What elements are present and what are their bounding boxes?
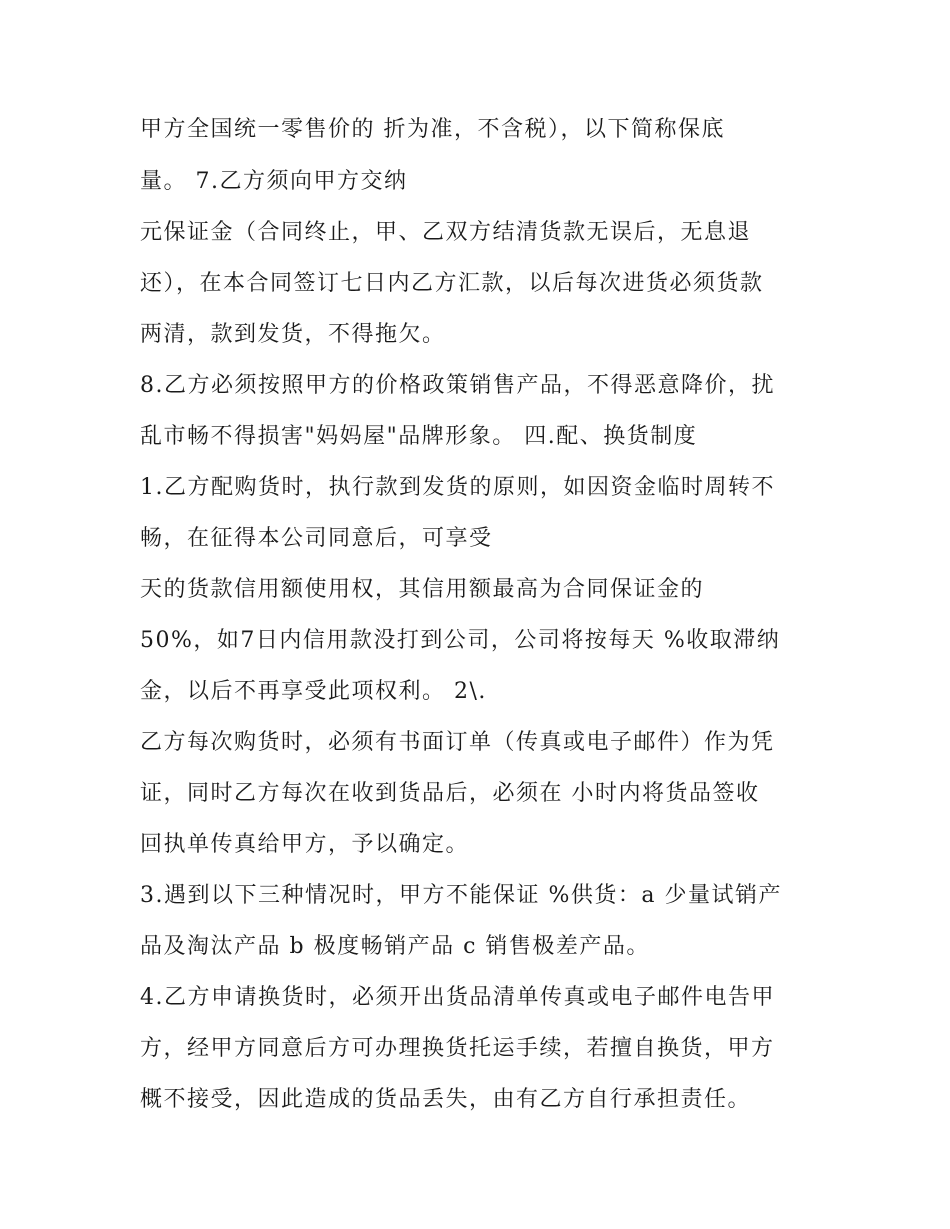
text-line: 回执单传真给甲方，予以确定。 (140, 832, 470, 857)
text-line: 方，经甲方同意后方可办理换货托运手续，若擅自换货，甲方 (140, 1036, 775, 1061)
text-line: 3.遇到以下三种情况时，甲方不能保证 %供货：a 少量试销产 (140, 883, 782, 908)
text-line: 量。 7.乙方须向甲方交纳 (140, 169, 408, 194)
text-line: 金，以后不再享受此项权利。 2\. (140, 679, 487, 704)
text-line: 甲方全国统一零售价的 折为准，不含税），以下简称保底 (140, 117, 725, 142)
text-line: 元保证金（合同终止，甲、乙双方结清货款无误后，无息退 (140, 220, 752, 245)
text-line: 天的货款信用额使用权，其信用额最高为合同保证金的 (140, 577, 705, 602)
text-line: 品及淘汰产品 b 极度畅销产品 c 销售极差产品。 (140, 934, 650, 959)
text-line: 还），在本合同签订七日内乙方汇款，以后每次进货必须货款 (140, 271, 764, 296)
text-line: 乱市畅不得损害"妈妈屋"品牌形象。 四.配、换货制度 (140, 424, 698, 449)
text-line: 概不接受，因此造成的货品丢失，由有乙方自行承担责任。 (140, 1087, 752, 1112)
text-line: 8.乙方必须按照甲方的价格政策销售产品，不得恶意降价，扰 (140, 373, 775, 398)
text-line: 乙方每次购货时，必须有书面订单（传真或电子邮件）作为凭 (140, 730, 775, 755)
text-line: 4.乙方申请换货时，必须开出货品清单传真或电子邮件电告甲 (140, 985, 775, 1010)
text-line: 证，同时乙方每次在收到货品后，必须在 小时内将货品签收 (140, 781, 760, 806)
text-line: 畅，在征得本公司同意后，可享受 (140, 526, 493, 551)
text-line: 1.乙方配购货时，执行款到发货的原则，如因资金临时周转不 (140, 475, 775, 500)
text-line: 两清，款到发货，不得拖欠。 (140, 322, 446, 347)
text-line: 50%，如7日内信用款没打到公司，公司将按每天 %收取滞纳 (140, 628, 781, 653)
